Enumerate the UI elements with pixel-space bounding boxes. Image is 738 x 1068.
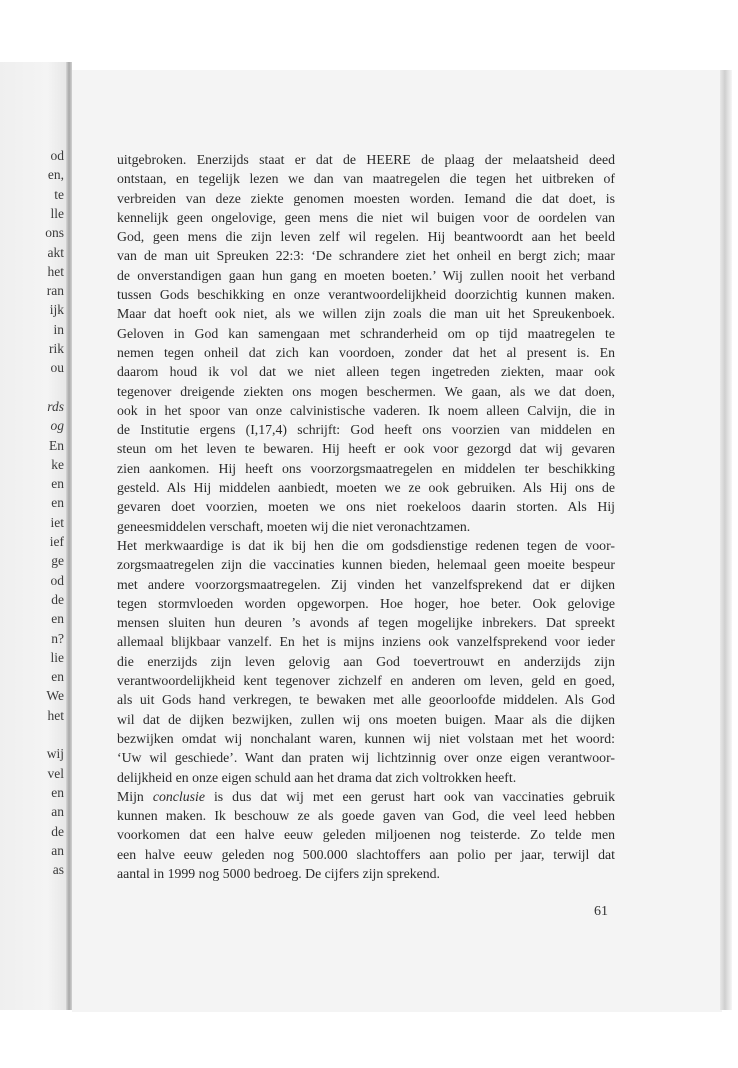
text-line: een halve eeuw geleden nog 500.000 slachtoffers aan polio per jaar, terwijl dat [117, 846, 615, 862]
left-page-text-fragment: de [51, 823, 64, 839]
left-page-text-fragment: En [49, 437, 64, 453]
text-line: wil dat de dijken bezwijken, zullen wij ons moeten buigen. Maar als die dijken [117, 711, 615, 727]
left-page-text-fragment: We [46, 688, 64, 704]
left-page-text-fragment: an [51, 804, 64, 820]
left-page-text-fragment: en [51, 495, 64, 511]
text-line: tegen stormvloeden worden opgeworpen. Hoe hoger, hoe beter. Ook gelovige [117, 595, 615, 611]
text-line: zien aankomen. Hij heeft ons voorzorgsmaatregelen en middelen ter beschikking [117, 460, 615, 476]
left-page-text-fragment: en [51, 476, 64, 492]
text-line: voorkomen dat een halve eeuw geleden miljoenen nog teisterde. Zo telde men [117, 827, 615, 843]
text-line: aantal in 1999 nog 5000 bedroeg. De cijfers zijn sprekend. [117, 865, 440, 881]
text-segment: Mijn [117, 788, 153, 804]
text-line: verantwoordelijkheid kent tegenover zichzelf en anderen om leven, geld en goed, [117, 673, 615, 689]
text-line: die enerzijds zijn leven gelovig aan God toevertrouwt en anderzijds zijn [117, 653, 615, 669]
left-page-text-fragment: het [47, 263, 64, 279]
left-page-text-fragment: ief [49, 534, 64, 549]
left-page-text-fragment: lle [50, 205, 64, 221]
text-line: tussen Gods beschikking en onze verantwoordelijkheid doorzichtig kunnen maken. [117, 287, 615, 303]
left-page-text-fragment: og [50, 418, 64, 434]
text-line: ‘Uw wil geschiede’. Want dan praten wij lichtzinnig over onze eigen verantwoor- [117, 750, 615, 766]
text-line: ook in het spoor van onze calvinistische vaderen. Ik noem alleen Calvijn, die in [117, 402, 615, 418]
text-line: de Institutie ergens (I,17,4) schrijft: God heeft ons voorzien van middelen en [117, 422, 615, 438]
left-page-text-fragment: en [51, 669, 64, 685]
left-page-text-fragment: de [51, 591, 64, 607]
text-line: delijkheid en onze eigen schuld aan het drama dat zich voltrokken heeft. [117, 769, 517, 785]
left-page-text-fragment: rik [49, 341, 64, 356]
left-page-text-fragment: ke [51, 456, 64, 472]
left-page-text-fragment: vel [47, 765, 64, 781]
left-page-text-fragment: ge [51, 553, 64, 569]
text-line: van de man uit Spreuken 22:3: ‘De schrandere ziet het onheil en bergt zich; maar [117, 248, 615, 264]
left-page-text-fragment: het [47, 707, 64, 723]
text-line: nemen tegen onheil dat zich kan voordoen, zonder dat het al present is. En [117, 344, 615, 360]
body-text [117, 150, 615, 883]
text-line: gesteld. Als Hij middelen aanbiedt, moeten we ze ook gebruiken. Als Hij ons de [117, 480, 615, 496]
text-line: als uit Gods hand verkregen, te bewaken met alle geoorloofde middelen. Als God [117, 692, 615, 708]
left-page-text-fragment: ran [46, 283, 64, 299]
page-edge-shadow [720, 70, 732, 1010]
text-line: tegenover dreigende ziekten ons mogen beschermen. We gaan, als we dat doen, [117, 383, 615, 399]
text-line: Het merkwaardige is dat ik bij hen die om godsdienstige redenen tegen de voor- [117, 537, 615, 553]
left-page-edge [0, 62, 68, 1010]
left-page-text-fragment: an [51, 842, 64, 858]
text-line: verbreiden van deze ziekte genomen moesten worden. Iemand die dat doet, is [117, 190, 615, 206]
left-page-text-fragment: n? [51, 630, 64, 646]
text-line: met andere voorzorgsmaatregelen. Zij vinden het vanzelfsprekend dat er dijken [117, 576, 615, 592]
text-line: daarom houd ik vol dat we niet alleen tegen ingetreden ziekten, maar ook [117, 364, 615, 380]
text-line: God, geen mens die zijn leven zelf wil regelen. Hij beantwoordt aan het beeld [117, 229, 615, 245]
left-page-text-fragment: wij [46, 746, 64, 762]
left-page-text-fragment: ons [45, 225, 64, 241]
left-page-text-fragment: in [53, 321, 64, 337]
text-line: Maar dat hoeft ook niet, als we willen zijn zoals die man uit het Spreukenboek. [117, 306, 615, 322]
emphasized-word: conclusie [152, 788, 205, 804]
left-page-text-fragment: as [52, 862, 64, 878]
text-line: bezwijken omdat wij nonchalant waren, kunnen wij niet volstaan met het woord: [117, 730, 615, 746]
left-page-text-fragment: te [54, 186, 64, 202]
left-page-text-fragment: en, [47, 167, 64, 183]
left-page-text-fragment: od [50, 148, 64, 163]
left-page-text-fragment: iet [50, 514, 64, 530]
text-line [117, 787, 615, 806]
text-line: Geloven in God kan samengaan met schranderheid om op tijd maatregelen te [117, 325, 615, 341]
left-page-text-fragment: en [51, 611, 64, 627]
text-line: mensen sluiten hun deuren ’s avonds af tegen mogelijke inbrekers. Dat spreekt [117, 615, 615, 631]
left-page-text-fragment: od [50, 572, 64, 588]
text-line: zorgsmaatregelen zijn die vaccinaties kunnen bieden, helemaal geen moeite bespeur [117, 557, 615, 573]
left-page-text-fragment: akt [47, 244, 64, 260]
text-line: gevaren doet voorzien, moeten we ons niet roekeloos daarin storten. Als Hij [117, 499, 615, 515]
text-line: steun om het leven te bewaren. Hij heeft er ook voor gezorgd dat wij gevaren [117, 441, 615, 457]
text-line: kunnen maken. Ik beschouw ze als goede gaven van God, die veel leed hebben [117, 808, 615, 824]
text-line: kennelijk geen ongelovige, geen mens die niet wil buigen voor de oordelen van [117, 209, 615, 225]
left-page-text-fragment: ou [50, 360, 64, 376]
left-page-text-fragment: lie [50, 649, 64, 665]
text-line: geneesmiddelen verschaft, moeten wij die niet veronachtzamen. [117, 518, 471, 534]
text-line: uitgebroken. Enerzijds staat er dat de HEERE de plaag der melaatsheid deed [117, 152, 615, 167]
left-page-text-fragment: ijk [49, 302, 64, 318]
text-line: de onverstandigen gaan hun gang en moeten boeten.’ Wij zullen nooit het verband [117, 267, 615, 283]
text-segment: is dus dat wij met een gerust hart ook van vaccinaties gebruik [204, 788, 615, 804]
left-page-text-fragment: en [51, 784, 64, 800]
text-line: ontstaan, en tegelijk lezen we dan van maatregelen die tegen het uitbreken of [117, 171, 615, 187]
page-number: 61 [594, 904, 608, 919]
left-page-text-fragment: rds [47, 398, 64, 414]
text-line: allemaal blijkbaar vanzelf. En het is mijns inziens ook vanzelfsprekend voor ieder [117, 634, 615, 650]
